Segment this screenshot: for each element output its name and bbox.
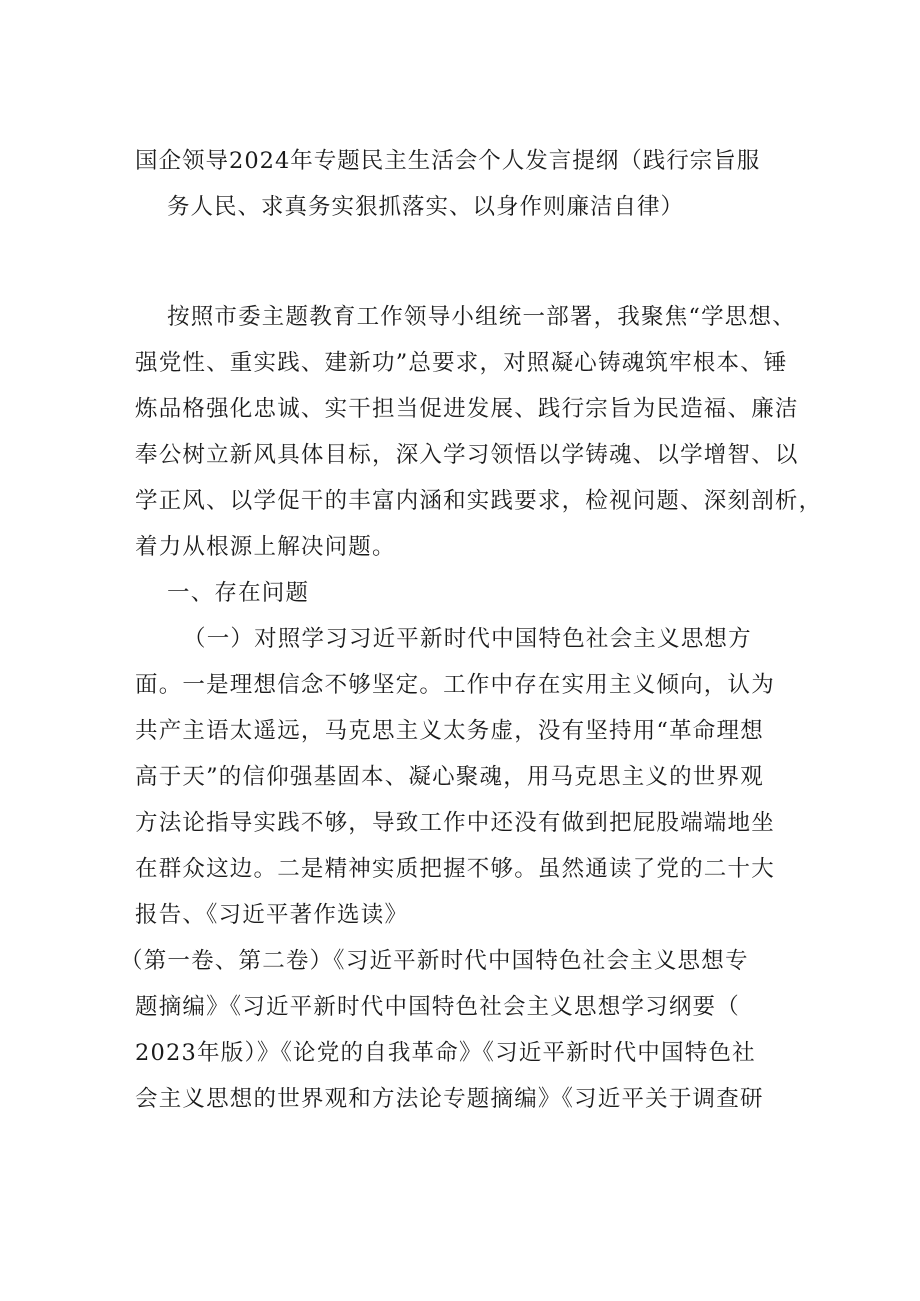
section-paragraph-line: 共产主语太遥远，马克思主义太务虚，没有坚持用“革命理想 — [135, 718, 764, 744]
section-heading: 一、存在问题 — [167, 580, 310, 606]
intro-line: 学正风、以学促干的丰富内涵和实践要求，检视问题、深刻剖析， — [135, 488, 823, 514]
section-paragraph-line: （一）对照学习习近平新时代中国特色社会主义思想方 — [183, 626, 752, 652]
document-title-line-2: 务人民、求真务实狠抓落实、以身作则廉洁自律） — [167, 194, 685, 220]
section-paragraph-line: （第一卷、第二卷）《习近平新时代中国特色社会主义思想专 — [120, 948, 749, 974]
section-paragraph-line: 方法论指导实践不够，导致工作中还没有做到把屁股端端地坐 — [135, 810, 775, 836]
section-paragraph-line: 面。一是理想信念不够坚定。工作中存在实用主义倾向，认为 — [135, 672, 775, 698]
section-paragraph-line: 会主义思想的世界观和方法论专题摘编》《习近平关于调查研 — [135, 1086, 764, 1112]
section-paragraph-line: 在群众这边。二是精神实质把握不够。虽然通读了党的二十大 — [135, 856, 775, 882]
intro-line: 炼品格强化忠诚、实干担当促进发展、践行宗旨为民造福、廉洁 — [135, 396, 799, 422]
intro-line: 按照市委主题教育工作领导小组统一部署，我聚焦“学思想、 — [167, 304, 796, 330]
section-paragraph-line: 题摘编》《习近平新时代中国特色社会主义思想学习纲要（ — [135, 994, 740, 1020]
intro-line: 强党性、重实践、建新功”总要求，对照凝心铸魂筑牢根本、锤 — [135, 350, 788, 376]
intro-line: 着力从根源上解决问题。 — [135, 534, 396, 560]
intro-line: 奉公树立新风具体目标，深入学习领悟以学铸魂、以学增智、以 — [135, 442, 799, 468]
section-paragraph-line: 高于天”的信仰强基固本、凝心聚魂，用马克思主义的世界观 — [135, 764, 764, 790]
section-paragraph-line: 2023年版）》《论党的自我革命》《习近平新时代中国特色社 — [135, 1040, 756, 1066]
document-title-line-1: 国企领导2024年专题民主生活会个人发言提纲（践行宗旨服 — [135, 148, 761, 174]
section-paragraph-line: 报告、《习近平著作选读》 — [135, 902, 409, 928]
